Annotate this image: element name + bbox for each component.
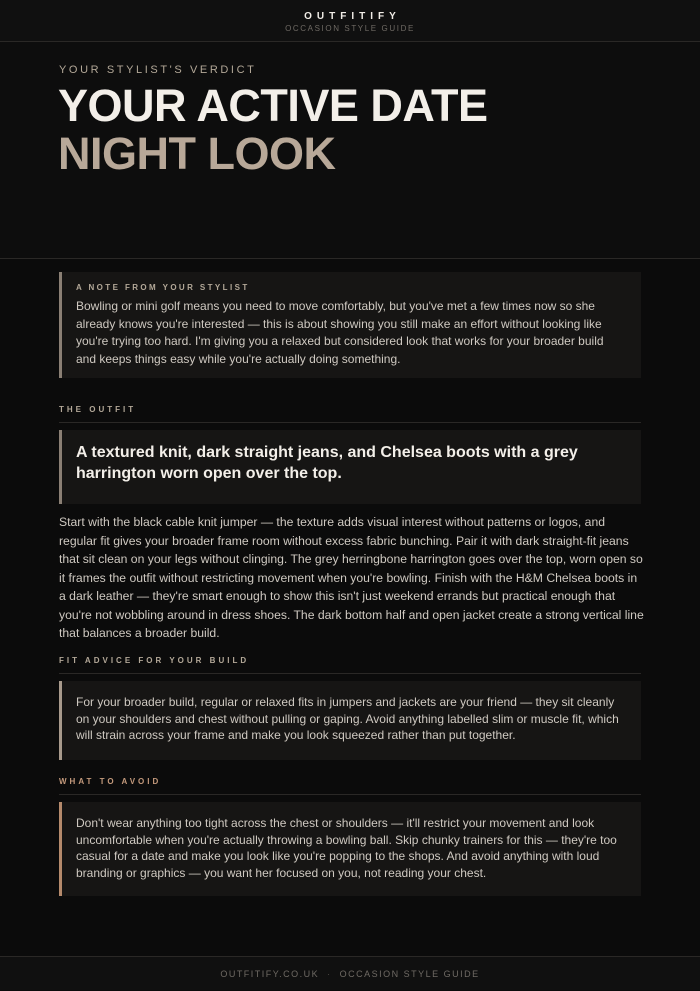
page-title (58, 82, 488, 178)
site-footer (0, 956, 700, 990)
avoid-text: Don't wear anything too tight across the chest or shoulders — it'll restrict your movement and look uncomfortable when you're actually throwing a bowling ball. Skip chunky trainers for this — they're too casual for a date and make you look like you're popping to the shops. And avoid anything with loud branding or graphics — you want her focused on you, not reading your chest. (76, 816, 617, 880)
site-header (0, 0, 700, 42)
footer-site-link[interactable]: OUTFITIFY.CO.UK (220, 969, 320, 979)
avoid-heading: WHAT TO AVOID (59, 777, 641, 795)
outfit-description: Start with the black cable knit jumper — the texture adds visual interest without patterns or logos, and regular fit gives your broader frame room without excess fabric bunching. Pair it with dark straight-fit jeans that sit clean on your legs without clinging. The grey herringbone harrington goes over the top, worn open so it frames the outfit without restricting movement when you're bowling. Finish with the H&M Chelsea boots in a dark leather — they're smart enough to show this isn't just weekend errands but practical enough that you're not wobbling around in dress shoes. The dark bottom half and open jacket create a strong vertical line that balances a broader build. (59, 515, 644, 640)
hero-section (0, 42, 700, 259)
avoid-box (59, 802, 641, 896)
hero-eyebrow: YOUR STYLIST'S VERDICT (59, 64, 257, 76)
title-line-2: NIGHT LOOK (58, 128, 336, 179)
brand-subtitle: OCCASION STYLE GUIDE (285, 24, 415, 33)
stylist-note-text: Bowling or mini golf means you need to move comfortably, but you've met a few times now so she already knows you're interested — this is about showing you still make an effort without looking like you're trying too hard. I'm giving you a relaxed but considered look that works for your broader build and keeps things easy while you're actually doing something. (76, 299, 604, 366)
fit-advice-box (59, 681, 641, 760)
outfit-heading: THE OUTFIT (59, 405, 641, 423)
footer-separator: · (327, 969, 332, 979)
brand-logo: OUTFITIFY (304, 11, 401, 22)
fit-advice-text: For your broader build, regular or relaxed fits in jumpers and jackets are your friend — they sit cleanly on your shoulders and chest without pulling or gaping. Avoid anything labelled slim or muscle fit, which will strain across your frame and make you look squeezed rather than put together. (76, 695, 619, 742)
stylist-note (59, 272, 641, 378)
fit-advice-heading: FIT ADVICE FOR YOUR BUILD (59, 656, 641, 674)
stylist-note-label: A NOTE FROM YOUR STYLIST (76, 283, 250, 292)
outfit-summary-box (59, 430, 641, 504)
footer-guide-label: OCCASION STYLE GUIDE (339, 969, 480, 979)
outfit-summary: A textured knit, dark straight jeans, and Chelsea boots with a grey harrington worn open over the top. (76, 444, 578, 482)
title-line-1: YOUR ACTIVE DATE (58, 80, 488, 131)
